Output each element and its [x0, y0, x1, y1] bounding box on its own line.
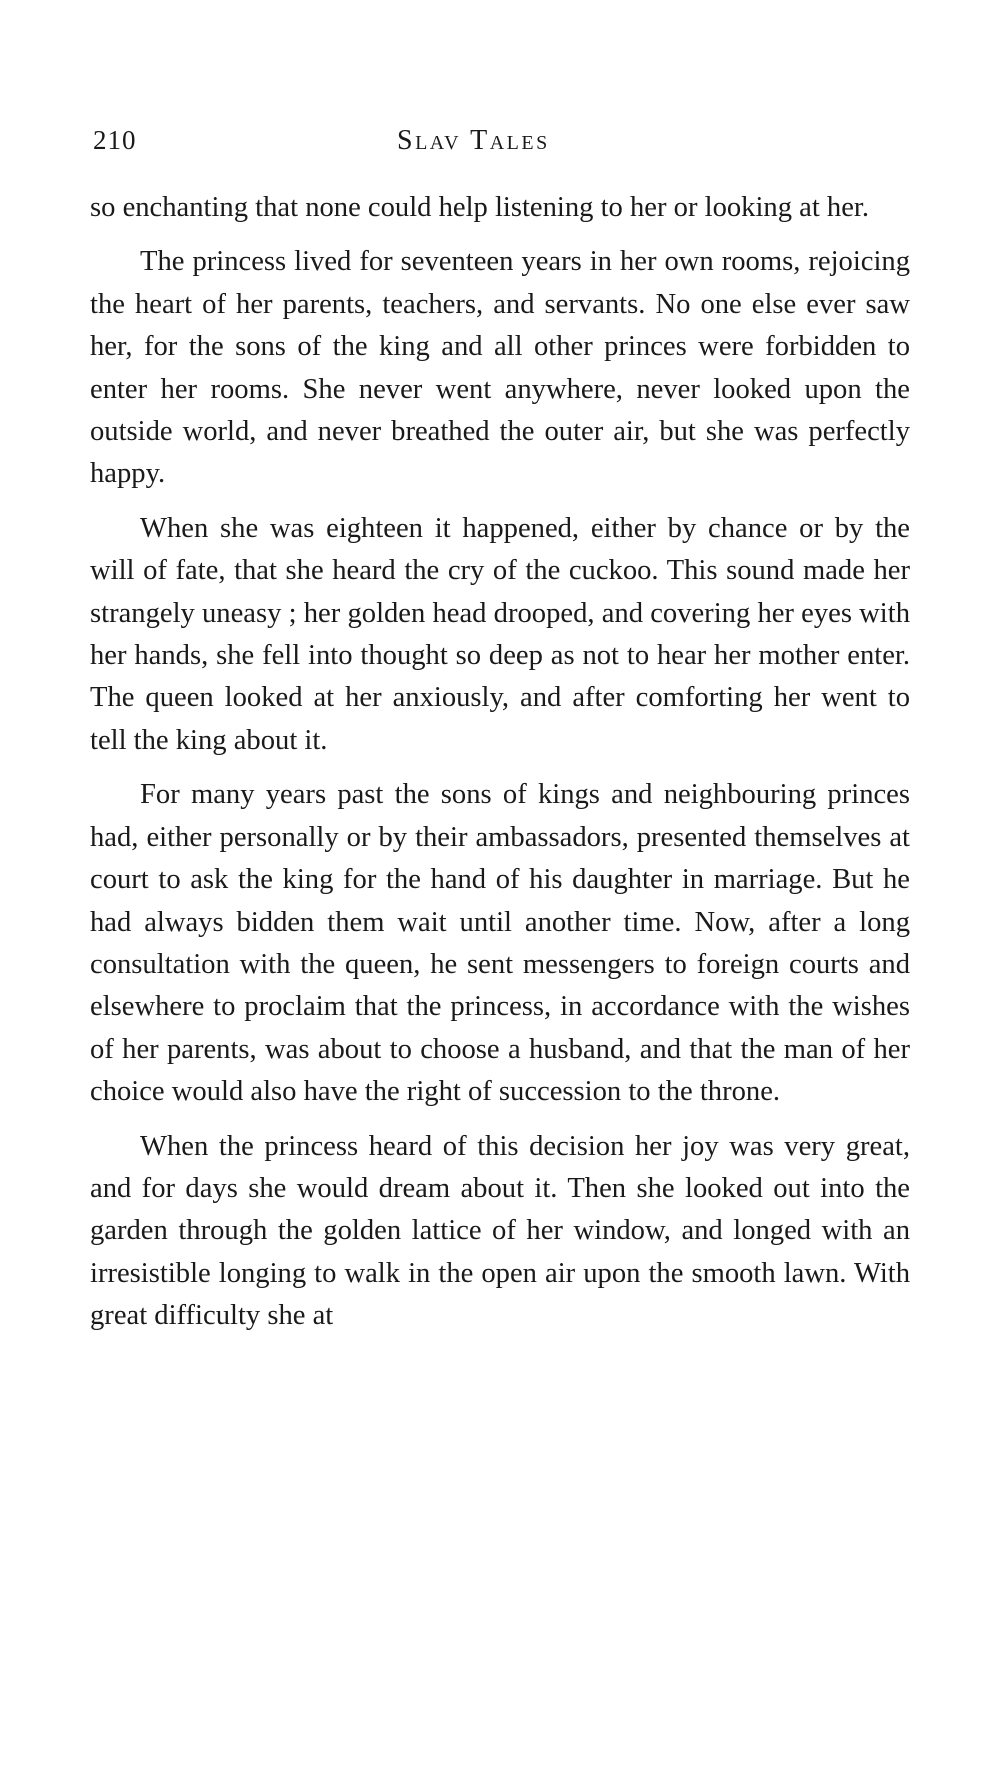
book-title: Slav Tales [397, 125, 550, 156]
paragraph: The princess lived for seventeen years in her own rooms, rejoicing the heart of her parents, teachers, and servants. No one else ever saw her, for the sons of the king and all other princes were forbidden to enter her rooms. She never went anywhere, never looked upon the outside world, and never breathed the outer air, but she was perfectly happy. [90, 246, 910, 490]
paragraph: When she was eighteen it happened, either by chance or by the will of fate, that she heard the cry of the cuckoo. This sound made her strangely uneasy ; her golden head drooped, and covering her eyes with her hands, she fell into thought so deep as not to hear her mother enter. The queen looked at her anxiously, and after comforting her went to tell the king about it. [90, 512, 910, 756]
body-text [90, 187, 910, 1350]
page-number: 210 [93, 125, 137, 155]
paragraph: When the princess heard of this decision her joy was very great, and for days she would dream about it. Then she looked out into the garden through the golden lattice of her window, and longed with an irresistible longing to walk in the open air upon the smooth lawn. With great difficulty she at [90, 1130, 910, 1332]
paragraph: so enchanting that none could help listening to her or looking at her. [90, 192, 870, 223]
paragraph: For many years past the sons of kings and neighbouring princes had, either personally or by their ambassadors, presented themselves at court to ask the king for the hand of his daughter in marriage. But he had always bidden them wait until another time. Now, after a long consultation with the queen, he sent messengers to foreign courts and elsewhere to proclaim that the princess, in accordance with the wishes of her parents, was about to choose a husband, and that the man of her choice would also have the right of succession to the throne. [90, 779, 910, 1108]
running-head [93, 125, 913, 165]
